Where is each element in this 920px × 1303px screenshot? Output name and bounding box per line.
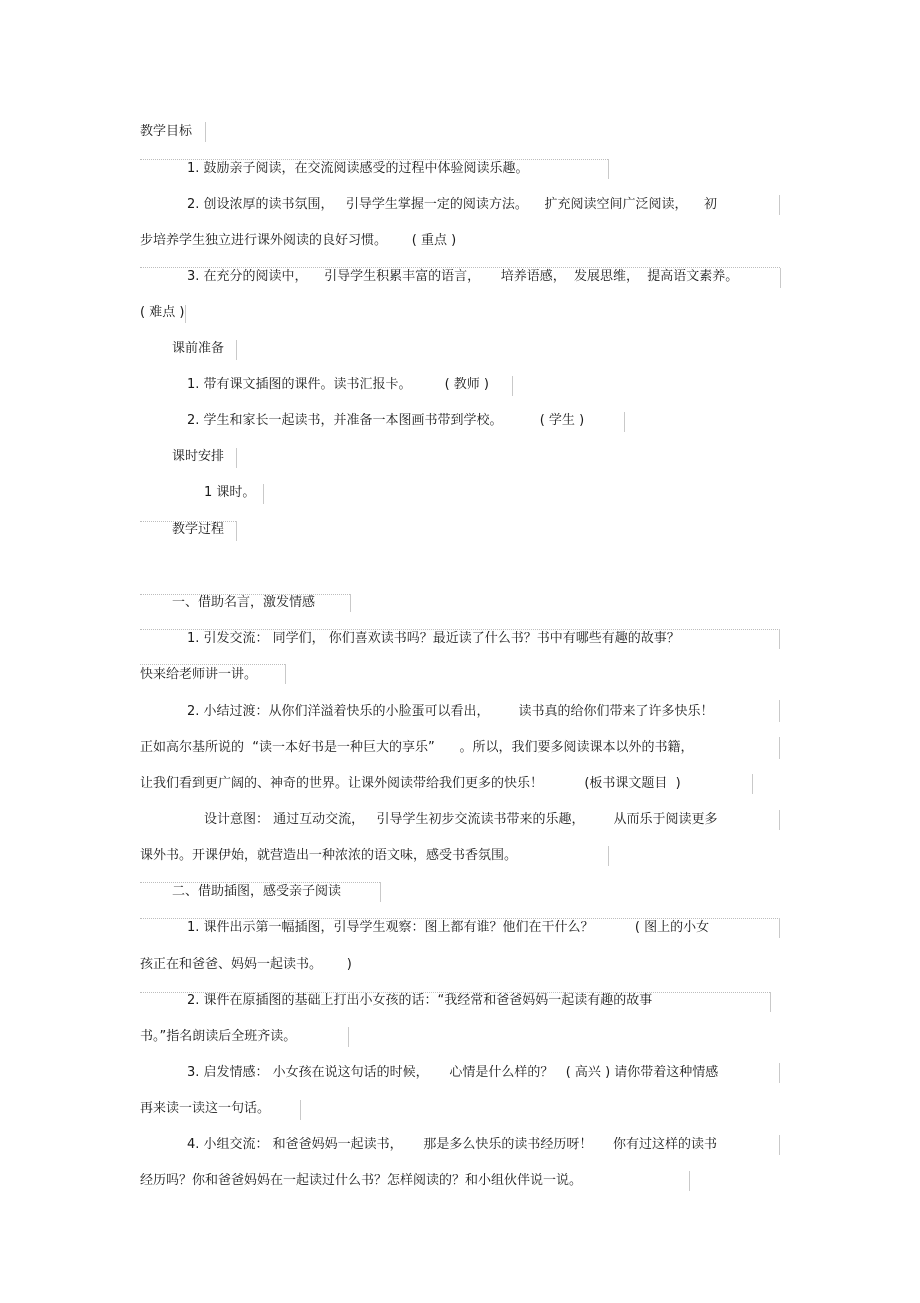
objective-item-2-line-1: 2. 创设浓厚的读书氛围， 引导学生掌握一定的阅读方法。 扩充阅读空间广泛阅读， 初: [187, 197, 717, 212]
section-1-design-line-2: 课外书。开课伊始，就营造出一种浓浓的语文味，感受书香氛围。: [140, 848, 518, 863]
margin-bar: [236, 448, 237, 468]
objectives-heading: 教学目标: [140, 124, 193, 139]
margin-bar: [608, 846, 609, 866]
objective-item-1: 1. 鼓励亲子阅读，在交流阅读感受的过程中体验阅读乐趣。: [187, 161, 529, 176]
margin-bar: [263, 484, 264, 504]
margin-bar: [236, 521, 237, 541]
objective-item-2-line-2: 步培养学生独立进行课外阅读的良好习惯。 ( 重点 ): [140, 233, 457, 248]
objective-item-3-line-1: 3. 在充分的阅读中， 引导学生积累丰富的语言， 培养语感， 发展思维， 提高语文素养。: [187, 269, 739, 284]
margin-bar: [350, 594, 351, 612]
margin-bar: [770, 992, 771, 1012]
section-1-p1-line-2: 快来给老师讲一讲。: [140, 667, 258, 682]
margin-bar: [779, 918, 780, 938]
preparation-heading: 课前准备: [172, 341, 225, 356]
section-1-title: 一、借助名言，激发情感: [172, 595, 316, 610]
margin-bar: [608, 159, 609, 179]
process-heading: 教学过程: [172, 522, 225, 537]
section-1-p2-line-3: 让我们看到更广阔的、神奇的世界。让课外阅读带给我们更多的快乐！ (板书课文题目 ): [140, 776, 681, 791]
margin-bar: [512, 376, 513, 396]
margin-bar: [236, 340, 237, 360]
section-1-p2-line-2: 正如高尔基所说的 “读一本好书是一种巨大的享乐” 。所以，我们要多阅读课本以外的书籍，: [140, 740, 694, 755]
margin-bar: [185, 305, 186, 323]
section-2-p2-line-2: 书。”指名朗读后全班齐读。: [140, 1029, 297, 1044]
section-2-p4-line-2: 经历吗？你和爸爸妈妈在一起读过什么书？怎样阅读的？和小组伙伴说一说。: [140, 1173, 583, 1188]
margin-bar: [380, 882, 381, 902]
margin-bar: [779, 700, 780, 722]
dotted-guide: [140, 664, 285, 665]
section-2-p2-line-1: 2. 课件在原插图的基础上打出小女孩的话：“我经常和爸爸妈妈一起读有趣的故事: [187, 993, 653, 1008]
section-2-p3-line-1: 3. 启发情感： 小女孩在说这句话的时候， 心情是什么样的？ ( 高兴 ) 请你带着这种情感: [187, 1065, 719, 1080]
margin-bar: [779, 810, 780, 830]
section-1-p2-line-1: 2. 小结过渡：从你们洋溢着快乐的小脸蛋可以看出， 读书真的给你们带来了许多快乐！: [187, 704, 714, 719]
margin-bar: [780, 268, 781, 288]
section-2-p1-line-2: 孩正在和爸爸、妈妈一起读书。 ): [140, 957, 352, 972]
section-2-p4-line-1: 4. 小组交流： 和爸爸妈妈一起读书， 那是多么快乐的读书经历呀！ 你有过这样的读书: [187, 1137, 717, 1152]
section-2-p3-line-2: 再来读一读这一句话。: [140, 1101, 271, 1116]
margin-bar: [285, 664, 286, 684]
schedule-value: 1 课时。: [204, 485, 256, 500]
margin-bar: [348, 1027, 349, 1047]
margin-bar: [689, 1171, 690, 1191]
section-2-p1-line-1: 1. 课件出示第一幅插图，引导学生观察：图上都有谁？他们在干什么？ ( 图上的小女: [187, 920, 710, 935]
schedule-heading: 课时安排: [172, 449, 225, 464]
margin-bar: [624, 412, 625, 432]
margin-bar: [779, 195, 780, 215]
section-1-design-line-1: 设计意图： 通过互动交流， 引导学生初步交流读书带来的乐趣， 从而乐于阅读更多: [204, 812, 718, 827]
margin-bar: [752, 774, 753, 794]
margin-bar: [779, 629, 780, 649]
margin-bar: [779, 737, 780, 759]
section-1-p1-line-1: 1. 引发交流： 同学们， 你们喜欢读书吗？最近读了什么书？书中有哪些有趣的故事？: [187, 631, 680, 646]
preparation-item-1: 1. 带有课文插图的课件。读书汇报卡。 ( 教师 ): [187, 377, 490, 392]
margin-bar: [779, 1063, 780, 1083]
section-2-title: 二、借助插图，感受亲子阅读: [172, 884, 342, 899]
margin-bar: [205, 122, 206, 142]
margin-bar: [779, 1135, 780, 1155]
preparation-item-2: 2. 学生和家长一起读书，并准备一本图画书带到学校。 ( 学生 ): [187, 413, 585, 428]
objective-item-3-line-2: ( 难点 ): [140, 305, 185, 320]
margin-bar: [300, 1100, 301, 1120]
